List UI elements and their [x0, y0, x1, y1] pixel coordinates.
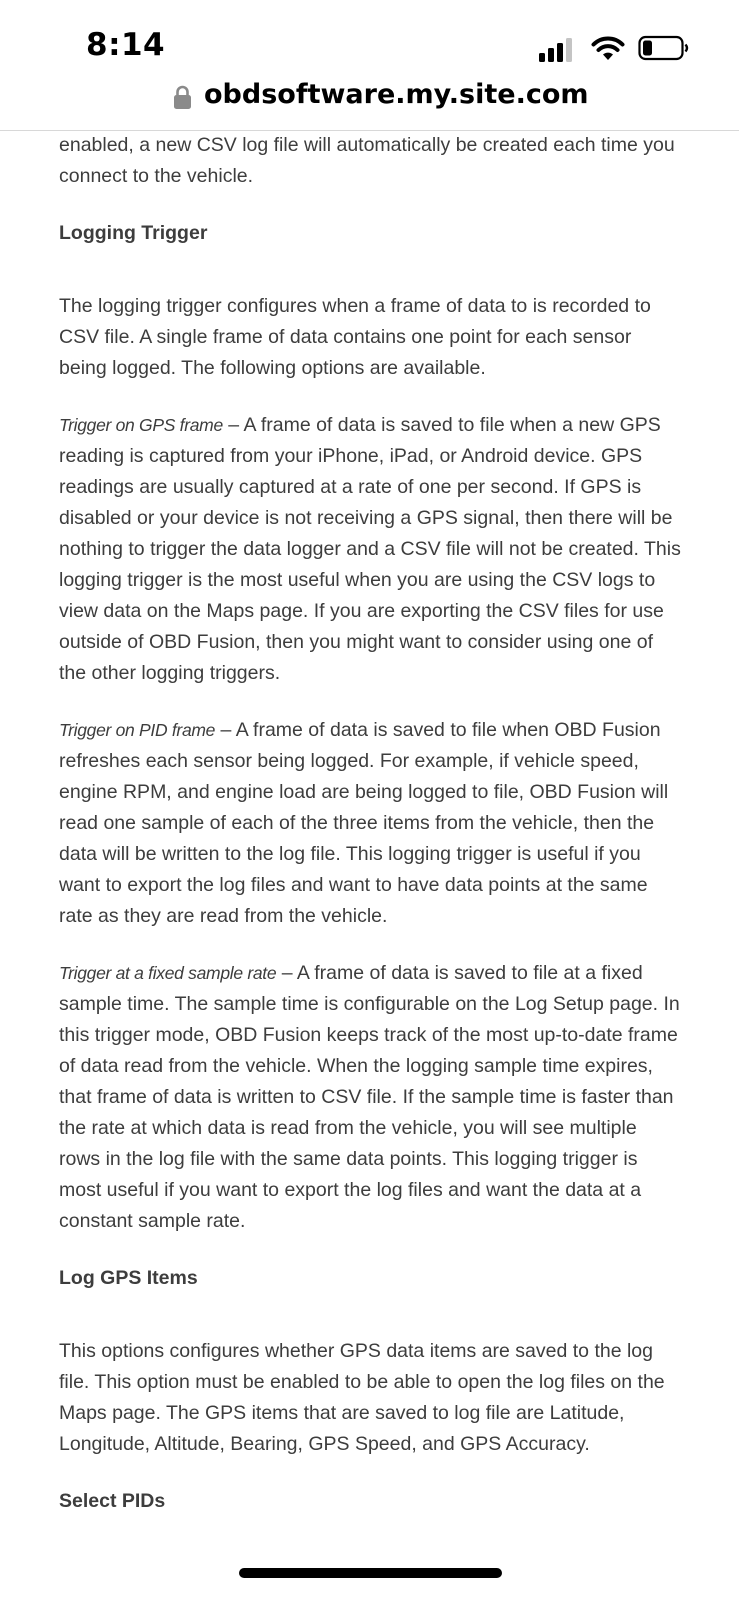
pid-frame-label: Trigger on PID frame: [59, 720, 216, 740]
fixed-rate-label: Trigger at a fixed sample rate: [59, 963, 277, 983]
gps-frame-paragraph: [59, 410, 681, 689]
heading-log-gps-items: Log GPS Items: [59, 1267, 198, 1289]
pid-frame-paragraph: [59, 715, 681, 932]
fixed-rate-text: – A frame of data is saved to file at a fixed sample time. The sample time is configurable on the Log Setup page. In this trigger mode, OBD Fusion keeps track of the most up-to-date frame of data read from the vehicle. When the logging sample time expires, that frame of data is written to CSV file. If the sample time is faster than the rate at which data is read from the vehicle, you will see multiple rows in the log file with the same data points. This logging trigger is most useful if you want to export the log files and want the data at a constant sample rate.: [59, 962, 680, 1232]
intro-paragraph: enabled, a new CSV log file will automatically be created each time you connect to the vehicle.: [59, 134, 675, 187]
gps-frame-label: Trigger on GPS frame: [59, 415, 223, 435]
lock-icon: [174, 85, 191, 109]
logging-trigger-description: The logging trigger configures when a frame of data to is recorded to CSV file. A single frame of data contains one point for each sensor being logged. The following options are available.: [59, 295, 651, 379]
battery-icon: [638, 35, 690, 61]
url-text[interactable]: obdsoftware.my.site.com: [204, 79, 589, 110]
gps-frame-text: – A frame of data is saved to file when a new GPS reading is captured from your iPhone, iPad, or Android device. GPS readings are usually captured at a rate of one per second. If GPS is disabled or your device is not receiving a GPS signal, then there will be nothing to trigger the data logger and a CSV file will not be created. This logging trigger is the most useful when you are using the CSV logs to view data on the Maps page. If you are exporting the CSV files for use outside of OBD Fusion, then you might want to consider using one of the other logging triggers.: [59, 414, 681, 684]
heading-select-pids: Select PIDs: [59, 1490, 166, 1512]
status-bar: [0, 0, 739, 80]
cellular-signal-icon: [539, 36, 579, 62]
status-time: 8:14: [86, 27, 166, 63]
wifi-icon: [591, 35, 625, 61]
home-indicator[interactable]: [239, 1568, 502, 1578]
address-bar[interactable]: [0, 80, 739, 131]
heading-logging-trigger: Logging Trigger: [59, 222, 208, 244]
article-content: [59, 130, 681, 1517]
fixed-rate-paragraph: [59, 958, 681, 1237]
pid-frame-text: – A frame of data is saved to file when OBD Fusion refreshes each sensor being logged. For example, if vehicle speed, engine RPM, and engine load are being logged to file, OBD Fusion will read one sample of each of the three items from the vehicle, then the data will be written to the log file. This logging trigger is useful if you want to export the log files and want to have data points at the same rate as they are read from the vehicle.: [59, 719, 669, 927]
log-gps-items-description: This options configures whether GPS data items are saved to the log file. This option must be enabled to be able to open the log files on the Maps page. The GPS items that are saved to log file are Latitude, Longitude, Altitude, Bearing, GPS Speed, and GPS Accuracy.: [59, 1340, 665, 1455]
